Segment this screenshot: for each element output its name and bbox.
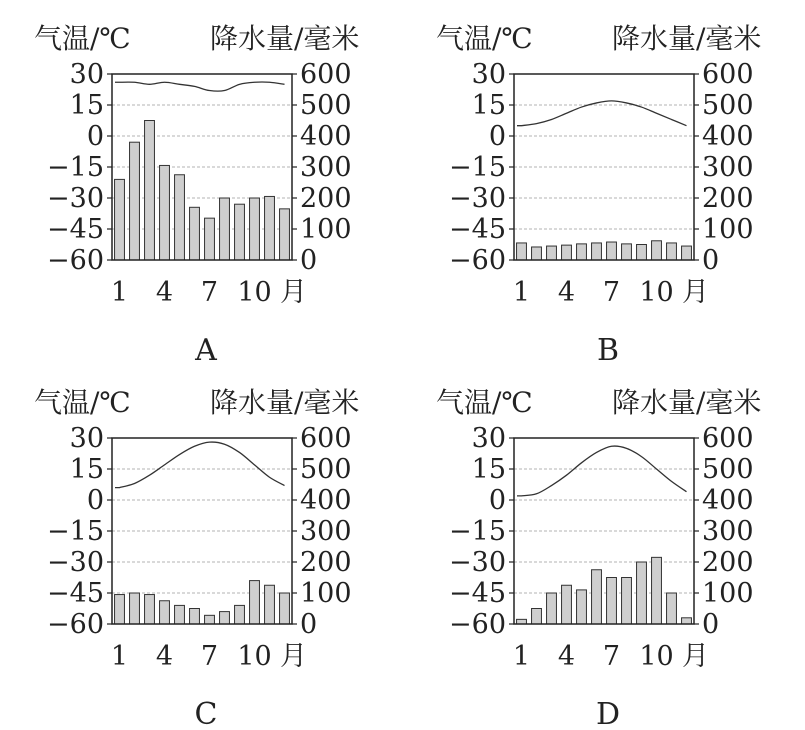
temperature-axis-title: 气温/℃ xyxy=(34,22,131,55)
precip-bar-month-2 xyxy=(532,609,542,625)
temperature-line xyxy=(517,446,687,496)
precip-bar-month-6 xyxy=(592,570,602,624)
month-tick-label: 1 xyxy=(110,641,129,672)
precipitation-tick-label: 400 xyxy=(702,485,754,516)
precip-bar-month-10 xyxy=(652,557,662,624)
precip-bar-month-5 xyxy=(577,590,587,624)
precip-bar-month-4 xyxy=(160,601,170,624)
temperature-tick-label: −45 xyxy=(449,578,506,609)
precipitation-axis-title: 降水量/毫米 xyxy=(612,386,762,419)
panel-label-c: C xyxy=(194,697,218,730)
precipitation-tick-label: 600 xyxy=(300,423,352,454)
precipitation-tick-label: 0 xyxy=(300,245,318,276)
precipitation-tick-label: 300 xyxy=(702,152,754,183)
temperature-axis-title: 气温/℃ xyxy=(436,22,533,55)
chart-d xyxy=(436,386,761,730)
precip-bar-month-10 xyxy=(652,241,662,260)
temperature-tick-label: 30 xyxy=(471,423,506,454)
precip-bar-month-6 xyxy=(592,243,602,260)
month-unit-label: 月 xyxy=(682,277,709,308)
precipitation-tick-label: 200 xyxy=(702,547,754,578)
temperature-tick-label: 30 xyxy=(471,59,506,90)
precip-bar-month-8 xyxy=(220,198,230,260)
month-unit-label: 月 xyxy=(280,641,307,672)
precip-bar-month-1 xyxy=(115,179,125,260)
precip-bar-month-12 xyxy=(280,593,290,624)
precipitation-tick-label: 300 xyxy=(300,516,352,547)
precipitation-axis-title: 降水量/毫米 xyxy=(612,22,762,55)
precip-bar-month-11 xyxy=(667,243,677,260)
precipitation-tick-label: 500 xyxy=(702,90,754,121)
temperature-axis-title: 气温/℃ xyxy=(34,386,131,419)
precip-bar-month-11 xyxy=(667,593,677,624)
precipitation-tick-label: 200 xyxy=(300,547,352,578)
month-tick-label: 7 xyxy=(602,641,621,672)
temperature-tick-label: 15 xyxy=(471,454,506,485)
temperature-tick-label: −60 xyxy=(449,245,506,276)
precip-bar-month-1 xyxy=(115,595,125,624)
precip-bar-month-5 xyxy=(577,244,587,260)
month-tick-label: 4 xyxy=(557,277,576,308)
precip-bar-month-9 xyxy=(235,204,245,260)
temperature-tick-label: −30 xyxy=(47,183,104,214)
temperature-tick-label: 0 xyxy=(488,485,506,516)
month-tick-label: 10 xyxy=(237,641,272,672)
temperature-tick-label: 0 xyxy=(86,485,104,516)
precipitation-axis-title: 降水量/毫米 xyxy=(210,386,360,419)
precipitation-tick-label: 300 xyxy=(300,152,352,183)
precip-bar-month-3 xyxy=(547,593,557,624)
panel-label-d: D xyxy=(595,697,621,730)
precipitation-tick-label: 400 xyxy=(300,485,352,516)
precip-bar-month-11 xyxy=(265,196,275,260)
month-tick-label: 10 xyxy=(639,641,674,672)
precipitation-tick-label: 100 xyxy=(702,214,754,245)
precip-bar-month-3 xyxy=(145,121,155,261)
precip-bar-month-12 xyxy=(280,209,290,260)
precip-bar-month-1 xyxy=(517,243,527,260)
precip-bar-month-2 xyxy=(130,593,140,624)
precipitation-tick-label: 200 xyxy=(300,183,352,214)
month-tick-label: 7 xyxy=(200,641,219,672)
precip-bar-month-5 xyxy=(175,605,185,624)
temperature-tick-label: 15 xyxy=(69,90,104,121)
precip-bar-month-7 xyxy=(607,578,617,625)
month-unit-label: 月 xyxy=(280,277,307,308)
temperature-tick-label: −60 xyxy=(47,609,104,640)
temperature-tick-label: 30 xyxy=(69,59,104,90)
temperature-tick-label: −45 xyxy=(47,214,104,245)
temperature-tick-label: −45 xyxy=(449,214,506,245)
precip-bar-month-4 xyxy=(562,585,572,624)
precip-bar-month-8 xyxy=(622,578,632,625)
month-tick-label: 4 xyxy=(155,641,174,672)
month-tick-label: 10 xyxy=(639,277,674,308)
precip-bar-month-11 xyxy=(265,585,275,624)
precip-bar-month-9 xyxy=(637,562,647,624)
month-tick-label: 4 xyxy=(155,277,174,308)
temperature-tick-label: 0 xyxy=(488,121,506,152)
precipitation-tick-label: 200 xyxy=(702,183,754,214)
temperature-tick-label: −30 xyxy=(449,183,506,214)
precipitation-tick-label: 600 xyxy=(300,59,352,90)
precip-bar-month-2 xyxy=(532,247,542,260)
precip-bar-month-10 xyxy=(250,581,260,624)
month-tick-label: 10 xyxy=(237,277,272,308)
temperature-line xyxy=(517,101,687,126)
precipitation-tick-label: 600 xyxy=(702,59,754,90)
precipitation-tick-label: 500 xyxy=(300,454,352,485)
precip-bar-month-7 xyxy=(607,242,617,260)
precipitation-tick-label: 100 xyxy=(300,578,352,609)
temperature-axis-title: 气温/℃ xyxy=(436,386,533,419)
temperature-tick-label: −60 xyxy=(449,609,506,640)
temperature-tick-label: −30 xyxy=(47,547,104,578)
chart-a xyxy=(34,22,359,368)
precip-bar-month-9 xyxy=(637,245,647,261)
precipitation-tick-label: 300 xyxy=(702,516,754,547)
precip-bar-month-5 xyxy=(175,175,185,260)
temperature-tick-label: −30 xyxy=(449,547,506,578)
precip-bar-month-4 xyxy=(562,245,572,260)
temperature-line xyxy=(115,82,285,91)
precipitation-tick-label: 100 xyxy=(702,578,754,609)
precipitation-tick-label: 500 xyxy=(300,90,352,121)
month-unit-label: 月 xyxy=(682,641,709,672)
panel-label-a: A xyxy=(195,333,217,368)
month-tick-label: 7 xyxy=(602,277,621,308)
temperature-tick-label: 30 xyxy=(69,423,104,454)
precip-bar-month-6 xyxy=(190,609,200,625)
precip-bar-month-8 xyxy=(220,612,230,624)
temperature-tick-label: −15 xyxy=(47,152,104,183)
temperature-tick-label: 0 xyxy=(86,121,104,152)
precip-bar-month-4 xyxy=(160,165,170,260)
temperature-tick-label: −60 xyxy=(47,245,104,276)
precip-bar-month-10 xyxy=(250,198,260,260)
precipitation-tick-label: 0 xyxy=(300,609,318,640)
precipitation-tick-label: 600 xyxy=(702,423,754,454)
precip-bar-month-3 xyxy=(145,595,155,624)
temperature-tick-label: 15 xyxy=(69,454,104,485)
precip-bar-month-12 xyxy=(682,246,692,260)
precip-bar-month-3 xyxy=(547,246,557,260)
precip-bar-month-9 xyxy=(235,605,245,624)
chart-c xyxy=(34,386,359,730)
month-tick-label: 1 xyxy=(512,641,531,672)
precip-bar-month-12 xyxy=(682,618,692,624)
precipitation-tick-label: 500 xyxy=(702,454,754,485)
precipitation-tick-label: 400 xyxy=(702,121,754,152)
precip-bar-month-6 xyxy=(190,207,200,260)
temperature-tick-label: −15 xyxy=(449,516,506,547)
temperature-tick-label: −15 xyxy=(449,152,506,183)
precip-bar-month-7 xyxy=(205,615,215,624)
temperature-line xyxy=(115,442,285,488)
month-tick-label: 1 xyxy=(110,277,129,308)
panel-label-b: B xyxy=(596,333,620,368)
temperature-tick-label: 15 xyxy=(471,90,506,121)
precip-bar-month-8 xyxy=(622,244,632,260)
chart-b xyxy=(436,22,761,368)
precipitation-tick-label: 100 xyxy=(300,214,352,245)
temperature-tick-label: −15 xyxy=(47,516,104,547)
precipitation-tick-label: 0 xyxy=(702,245,720,276)
precip-bar-month-2 xyxy=(130,142,140,260)
month-tick-label: 1 xyxy=(512,277,531,308)
precipitation-tick-label: 400 xyxy=(300,121,352,152)
precip-bar-month-7 xyxy=(205,218,215,260)
month-tick-label: 4 xyxy=(557,641,576,672)
precipitation-axis-title: 降水量/毫米 xyxy=(210,22,360,55)
precipitation-tick-label: 0 xyxy=(702,609,720,640)
month-tick-label: 7 xyxy=(200,277,219,308)
temperature-tick-label: −45 xyxy=(47,578,104,609)
